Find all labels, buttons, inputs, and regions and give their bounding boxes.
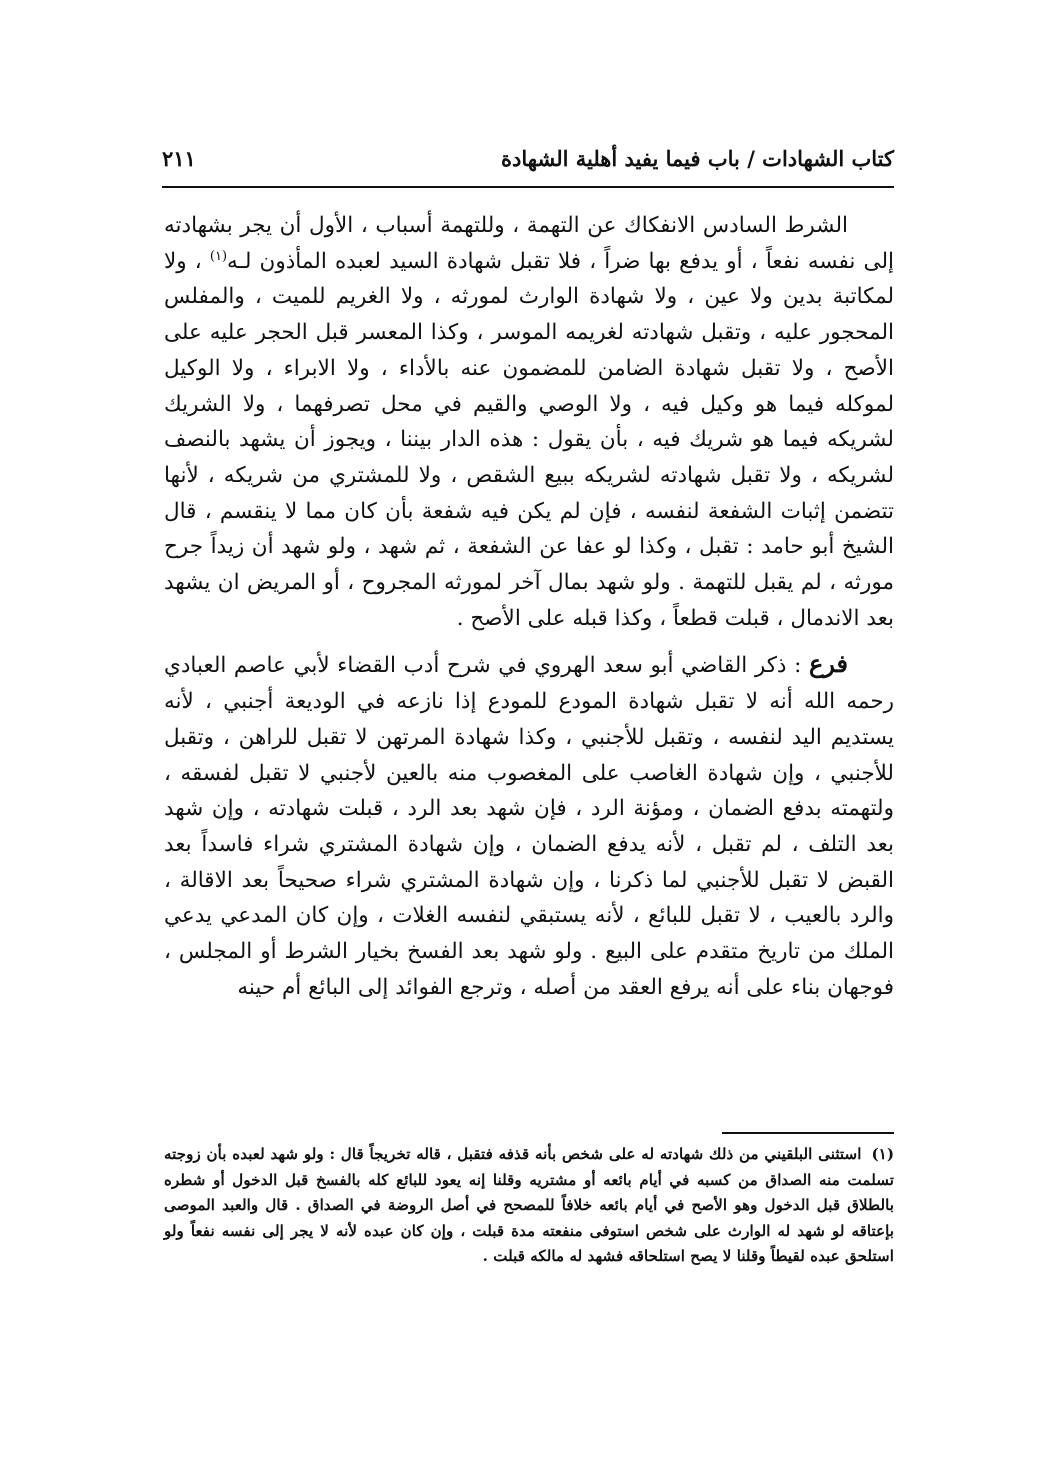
page-number: ٢١١ — [162, 146, 196, 171]
footnote-item — [164, 1142, 894, 1270]
footnote-text: استثنى البلقيني من ذلك شهادته له على شخص بأنه قذفه فتقبل ، قاله تخريجاً قال : ولو شهد لعبده بأن زوجته تسلمت منه الصداق من كسبه في أيام بائعه أو مشتريه وقلنا إنه يعود للبائع كله بالفسخ قبل الدخول أو شطره بالطلاق قبل الدخول وهو الأصح في أيام بائعه خلافاً للمصحح في أصل الروضة في الصداق . قال والعبد الموصى بإعتاقه لو شهد له الوارث على شخص استوفى منفعته مدة قبلت ، وإن كان عبده لأنه لا يجر إلى نفسه نفعاً ولو استلحق عبده لقيطاً وقلنا لا يصح استلحاقه فشهد له مالكه قبلت . — [164, 1145, 894, 1265]
header-rule — [162, 186, 894, 188]
footnote-number: (١) — [871, 1145, 894, 1163]
paragraph-text: : ذكر القاضي أبو سعد الهروي في شرح أدب القضاء لأبي عاصم العبادي رحمه الله أنه لا تقبل شهادة المودع للمودع إذا نازعه في الوديعة أجنبي ، لأنه يستديم اليد لنفسه ، وتقبل للأجنبي ، وكذا شهادة المرتهن لا تقبل للراهن ، وتقبل للأجنبي ، وإن شهادة الغاصب على المغصوب منه بالعين لأجنبي لا تقبل لفسقه ، ولتهمته بدفع الضمان ، ومؤنة الرد ، فإن شهد بعد الرد ، قبلت شهادته ، وإن شهد بعد التلف ، لم تقبل ، لأنه يدفع الضمان ، وإن شهادة المشتري شراء فاسداً بعد القبض لا تقبل للأجنبي لما ذكرنا ، وإن شهادة المشتري شراء صحيحاً بعد الاقالة ، والرد بالعيب ، لا تقبل للبائع ، لأنه يستبقي لنفسه الغلات ، وإن كان المدعي يدعي الملك من تاريخ متقدم على البيع . ولو شهد بعد الفسخ بخيار الشرط أو المجلس ، فوجهان بناء على أنه يرفع العقد من أصله ، وترجع الفوائد إلى البائع أم حينه — [164, 653, 894, 1000]
chapter-title: كتاب الشهادات / باب فيما يفيد أهلية الشهادة — [501, 146, 894, 171]
paragraph-text: ، ولا لمكاتبة بدين ولا عين ، ولا شهادة الوارث لمورثه ، ولا الغريم للميت ، والمفلس المحجور عليه ، وتقبل شهادته لغريمه الموسر ، وكذا المعسر قبل الحجر عليه على الأصح ، ولا تقبل شهادة الضامن للمضمون عنه بالأداء ، ولا الابراء ، ولا الوكيل لموكله فيما هو وكيل فيه ، ولا الوصي والقيم في محل تصرفهما ، ولا الشريك لشريكه فيما هو شريك فيه ، بأن يقول : هذه الدار بيننا ، ويجوز أن يشهد بالنصف لشريكه ، ولا تقبل شهادته لشريكه ببيع الشقص ، ولا للمشتري من شريكه ، لأنها تتضمن إثبات الشفعة لنفسه ، فإن لم يكن فيه شفعة بأن كان مما لا ينقسم ، قال الشيخ أبو حامد : تقبل ، وكذا لو عفا عن الشفعة ، ثم شهد ، ولو شهد أن زيداً جرح مورثه ، لم يقبل للتهمة . ولو شهد بمال آخر لمورثه المجروح ، أو المريض ان يشهد بعد الاندمال ، قبلت قطعاً ، وكذا قبله على الأصح . — [164, 248, 894, 631]
paragraph-text: الشرط السادس الانفكاك عن التهمة ، وللتهمة أسباب ، الأول أن يجر بشهادته إلى نفسه نفعاً ، أو يدفع بها ضراً ، فلا تقبل شهادة السيد لعبده المأذون لـه — [164, 213, 894, 274]
footnotes — [164, 1142, 894, 1270]
branch-label: فرع — [808, 649, 848, 679]
footnote-reference: (١) — [209, 248, 228, 264]
running-header — [162, 138, 894, 188]
paragraph-branch — [164, 646, 894, 1005]
footnote-divider — [722, 1132, 894, 1134]
paragraph-condition-six — [164, 208, 894, 636]
main-text — [164, 208, 894, 1005]
